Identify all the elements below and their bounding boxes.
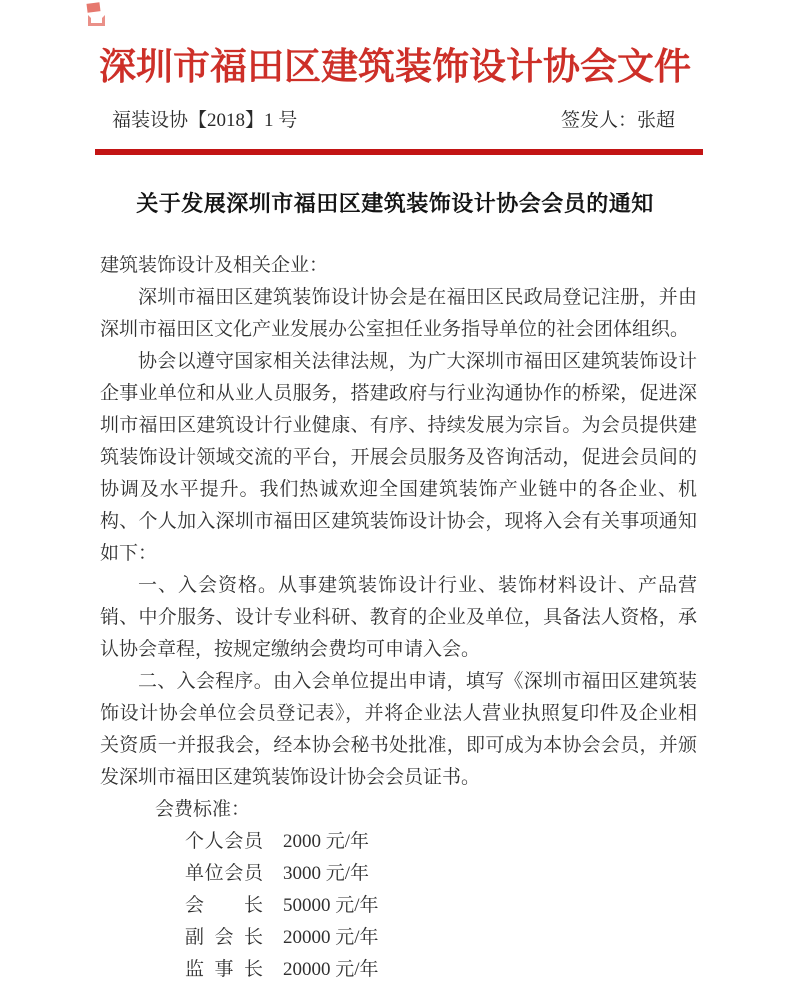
issuer-label: 签发人： [560, 110, 637, 131]
document-meta-row [0, 108, 790, 134]
notice-body [100, 250, 697, 986]
fee-row [100, 954, 697, 986]
fee-amount: 20000 元/年 [283, 959, 379, 980]
fee-row [100, 858, 697, 890]
issuer [561, 108, 675, 134]
body-paragraph: 深圳市福田区建筑装饰设计协会是在福田区民政局登记注册，并由深圳市福田区文化产业发展办公室担任业务指导单位的社会团体组织。 [100, 287, 697, 340]
fee-row [100, 922, 697, 954]
fee-section-header: 会费标准： [155, 799, 251, 820]
body-paragraph: 二、入会程序。由入会单位提出申请，填写《深圳市福田区建筑装饰设计协会单位会员登记表》，并将企业法人营业执照复印件及企业相关资质一并报我会，经本协会秘书处批准，即可成为本协会会员，并颁发深圳市福田区建筑装饰设计协会会员证书。 [100, 671, 697, 788]
body-paragraphs [100, 282, 697, 794]
body-paragraph: 一、入会资格。从事建筑装饰设计行业、装饰材料设计、产品营销、中介服务、设计专业科研、教育的企业及单位，具备法人资格，承认协会章程，按规定缴纳会费均可申请入会。 [100, 575, 697, 660]
letterhead-divider-rule [95, 149, 703, 155]
issuer-name: 张超 [636, 110, 675, 131]
fee-amount: 2000 元/年 [283, 831, 370, 852]
fee-amount: 3000 元/年 [283, 863, 370, 884]
fee-role: 会长 [185, 895, 263, 916]
letterhead-title: 深圳市福田区建筑装饰设计协会文件 [99, 46, 691, 87]
notice-heading: 关于发展深圳市福田区建筑装饰设计协会会员的通知 [136, 191, 654, 216]
fee-row [100, 826, 697, 858]
fee-amount: 20000 元/年 [283, 927, 379, 948]
fee-list [100, 826, 697, 986]
fee-row [100, 890, 697, 922]
fee-role: 个人会员 [185, 831, 263, 852]
fee-role: 监事长 [185, 959, 263, 980]
fee-role: 单位会员 [185, 863, 263, 884]
document-number: 福装设协【2018】1 号 [112, 110, 298, 131]
salutation: 建筑装饰设计及相关企业： [100, 255, 329, 276]
body-paragraph: 协会以遵守国家相关法律法规，为广大深圳市福田区建筑装饰设计企事业单位和从业人员服务，搭建政府与行业沟通协作的桥梁，促进深圳市福田区建筑设计行业健康、有序、持续发展为宗旨。为会员提供建筑装饰设计领域交流的平台，开展会员服务及咨询活动，促进会员间的协调及水平提升。我们热诚欢迎全国建筑装饰产业链中的各企业、机构、个人加入深圳市福田区建筑装饰设计协会，现将入会有关事项通知如下： [100, 351, 697, 564]
fee-role: 副会长 [185, 927, 263, 948]
fee-amount: 50000 元/年 [283, 895, 379, 916]
